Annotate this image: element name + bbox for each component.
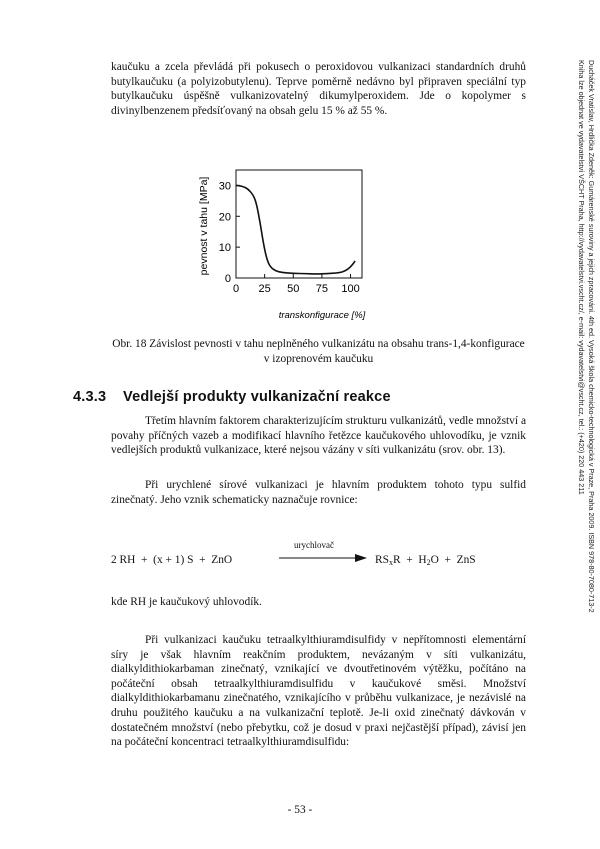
section-heading [73, 389, 391, 405]
section-title: Vedlejší produkty vulkanizační reakce [123, 389, 391, 405]
reaction-equation [111, 538, 531, 574]
y-tick-label: 30 [218, 180, 231, 193]
y-axis-label: pevnost v tahu [MPa] [198, 176, 210, 276]
paragraph-sulfur: Při urychlené sírové vulkanizaci je hlavním produktem tohoto typu sulfid zinečnatý. Jeho vznik schematicky naznačuje rovnice: [111, 479, 526, 506]
equation-products: $RS_xR + H_2O$ + ZnS [375, 554, 476, 567]
x-tick-label: 100 [341, 283, 360, 295]
sidebar-citation: Ducháček Vratislav, Hrdlička Zdeněk: Gumárenské suroviny a jejich zpracování. 4th ed. Vysoká škola chemicko-technologická v Praze, Praha 2009. ISBN 978-80-7080-713-2 [587, 60, 596, 613]
x-tick-label: 75 [315, 283, 329, 295]
chart-axes [236, 170, 362, 278]
section-number: 4.3.3 [73, 389, 107, 405]
x-axis-label: transkonfigurace [%] [278, 310, 366, 321]
x-tick-label: 50 [287, 283, 300, 295]
reaction-arrow-icon [279, 553, 369, 563]
publication-sidebar [572, 60, 596, 660]
sidebar-order-info: Kniha lze objednat ve vydavatelství VŠCHT Praha, http://vydavatelstvi.vscht.cz/, e-mail: vydavatelstvi@vscht.cz, tel.: (+420) 220 443 211 [577, 60, 586, 495]
y-tick-label: 0 [224, 273, 231, 285]
figure-caption: Obr. 18 Závislost pevnosti v tahu neplněného vulkanizátu na obsahu trans-1,4-konfigurace v izoprenovém kaučuku [112, 338, 525, 365]
paragraph-intro: kaučuku a zcela převládá při pokusech o peroxidovou vulkanizaci standardních druhů butylkaučuku (a polyizobutylenu). Teprve poměrně nedávno byl připraven speciální typ butylkaučuku úspěšně vulkanizovatelný dikumylperoxidem. Jde o kopolymer s divinylbenzenem předsíťovaný na obsah gelu 15 % až 55 %. [111, 61, 526, 117]
series-line [236, 185, 355, 274]
paragraph-thiuram: Při vulkanizaci kaučuku tetraalkylthiuramdisulfidy v nepřítomnosti elementární síry je však hlavním reakčním produktem, nevázaným v síti vulkanizátu, dialkyldithiokarbaman zinečnatý, vznikající ve dvoutřetinovém výtěžku, počítáno na počáteční obsah tetraalkylthiuramdisulfidu v kaučukové směsi. Množství dialkyldithiokarbamanu zinečnatého, vznikajícího v průběhu vulkanizace, je nezávislé na druhu použitého kaučuku a na vulkanizační teplotě. Je-li oxid zinečnatý dávkován v dostatečném množství (nebo přebytku, což je dosud v praxi nejčastější případ), závisí jen na počáteční koncentraci tetraalkylthiuramdisulfidu: [111, 634, 526, 749]
tensile-strength-chart [190, 156, 390, 326]
equation-reactants: 2 RH + (x + 1) S + ZnO [111, 554, 233, 566]
paragraph-byproducts: Třetím hlavním faktorem charakterizujícím strukturu vulkanizátů, vedle množství a povahy příčných vazeb a modifikací hlavního řetězce kaučukového uhlovodíku, je vznik vedlejších produktů vulkanizace, které nejsou vázány v síti vulkanizátu (srov. obr. 13). [111, 415, 526, 457]
x-tick-label: 0 [232, 283, 240, 295]
equation-condition: urychlovač [294, 540, 334, 550]
y-ticks [219, 180, 240, 285]
paragraph-rh-definition: kde RH je kaučukový uhlovodík. [111, 596, 262, 608]
x-ticks [233, 274, 360, 295]
x-tick-label: 25 [258, 283, 271, 295]
plot-frame [236, 170, 362, 278]
page-number: - 53 - [287, 804, 313, 816]
y-tick-label: 20 [218, 211, 231, 224]
y-tick-label: 10 [218, 242, 231, 255]
